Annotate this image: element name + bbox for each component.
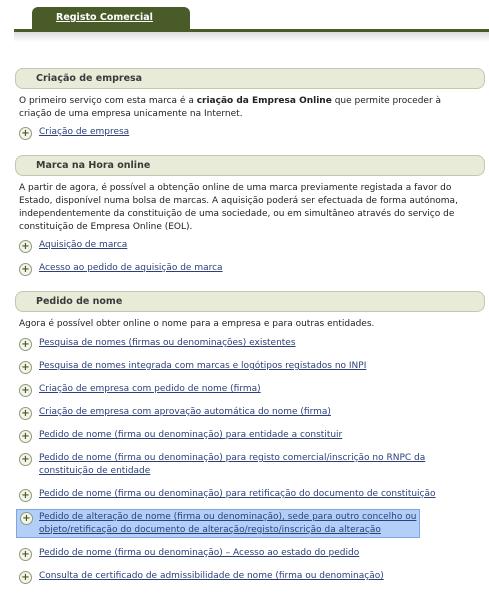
list-item[interactable] (19, 547, 479, 560)
desc-bold-text: criação da Empresa Online (196, 96, 332, 106)
list-item-selected[interactable] (16, 509, 420, 538)
section-header-marca-na-hora: Marca na Hora online (15, 155, 485, 176)
section-header-pedido-nome: Pedido de nome (15, 291, 485, 312)
link-pesquisa-nomes[interactable]: Pesquisa de nomes (firmas ou denominações) existentes (39, 338, 296, 348)
link-pedido-nome-registo[interactable]: Pedido de nome (firma ou denominação) para registo comercial/inscrição no RNPC da constituição de entidade (39, 453, 426, 476)
link-criacao-aprovacao-automatica[interactable]: Criação de empresa com aprovação automática do nome (firma) (39, 407, 331, 417)
tab-shadow (14, 32, 489, 42)
link-pedido-nome-entidade[interactable]: Pedido de nome (firma ou denominação) para entidade a constituir (39, 430, 343, 440)
list-item[interactable] (19, 383, 479, 396)
tab-registo-comercial[interactable]: Registo Comercial (32, 7, 190, 29)
list-item[interactable] (19, 239, 479, 252)
plus-icon: + (19, 240, 32, 253)
section-header-criacao-empresa: Criação de empresa (15, 68, 485, 89)
plus-icon: + (19, 430, 32, 443)
list-item[interactable] (19, 488, 479, 501)
list-item[interactable] (19, 126, 479, 139)
link-criacao-pedido-nome[interactable]: Criação de empresa com pedido de nome (firma) (39, 384, 261, 394)
link-criacao-empresa[interactable]: Criação de empresa (39, 127, 130, 137)
link-aquisicao-marca[interactable]: Aquisição de marca (39, 240, 128, 250)
list-item[interactable] (19, 570, 479, 583)
list-item[interactable] (19, 337, 479, 350)
list-item[interactable] (19, 429, 479, 442)
desc-text: que permite proceder à criação de uma empresa unicamente na Internet. (19, 96, 442, 119)
plus-icon: + (19, 127, 32, 140)
plus-icon: + (19, 384, 32, 397)
section-desc-criacao-empresa (19, 95, 469, 121)
section-desc-pedido-nome: Agora é possível obter online o nome para a empresa e para outras entidades. (19, 319, 375, 329)
link-pedido-alteracao-nome[interactable]: Pedido de alteração de nome (firma ou denominação), sede para outro concelho ou objeto/retificação do documento de alteração/registo/inscrição da alteração (39, 512, 417, 535)
plus-icon: + (19, 338, 32, 351)
link-consulta-certificado[interactable]: Consulta de certificado de admissibilidade de nome (firma ou denominação) (39, 571, 384, 581)
list-item[interactable] (19, 262, 479, 275)
plus-icon: + (20, 512, 33, 525)
plus-icon: + (19, 489, 32, 502)
list-item[interactable] (19, 406, 479, 419)
list-item[interactable] (19, 452, 479, 477)
link-estado-pedido[interactable]: Pedido de nome (firma ou denominação) – Acesso ao estado do pedido (39, 548, 360, 558)
plus-icon: + (19, 407, 32, 420)
plus-icon: + (19, 571, 32, 584)
link-pedido-nome-retificacao[interactable]: Pedido de nome (firma ou denominação) para retificação do documento de constituição (39, 489, 436, 499)
link-acesso-pedido-marca[interactable]: Acesso ao pedido de aquisição de marca (39, 263, 223, 273)
section-desc-marca-na-hora: A partir de agora, é possível a obtenção online de uma marca previamente registada a favor do Estado, disponível numa bolsa de marcas. A aquisição poderá ser efectuada de forma autónoma, independentemente da constituição de uma sociedade, ou em simultâneo através do serviço de constituição de Empresa Online (EOL). (19, 183, 458, 232)
list-item[interactable] (19, 360, 479, 373)
tab-bar (14, 0, 489, 42)
plus-icon: + (19, 548, 32, 561)
plus-icon: + (19, 263, 32, 276)
desc-text: O primeiro serviço com esta marca é a (19, 96, 197, 106)
link-pesquisa-inpi[interactable]: Pesquisa de nomes integrada com marcas e logótipos registados no INPI (39, 361, 367, 371)
plus-icon: + (19, 361, 32, 374)
plus-icon: + (19, 453, 32, 466)
